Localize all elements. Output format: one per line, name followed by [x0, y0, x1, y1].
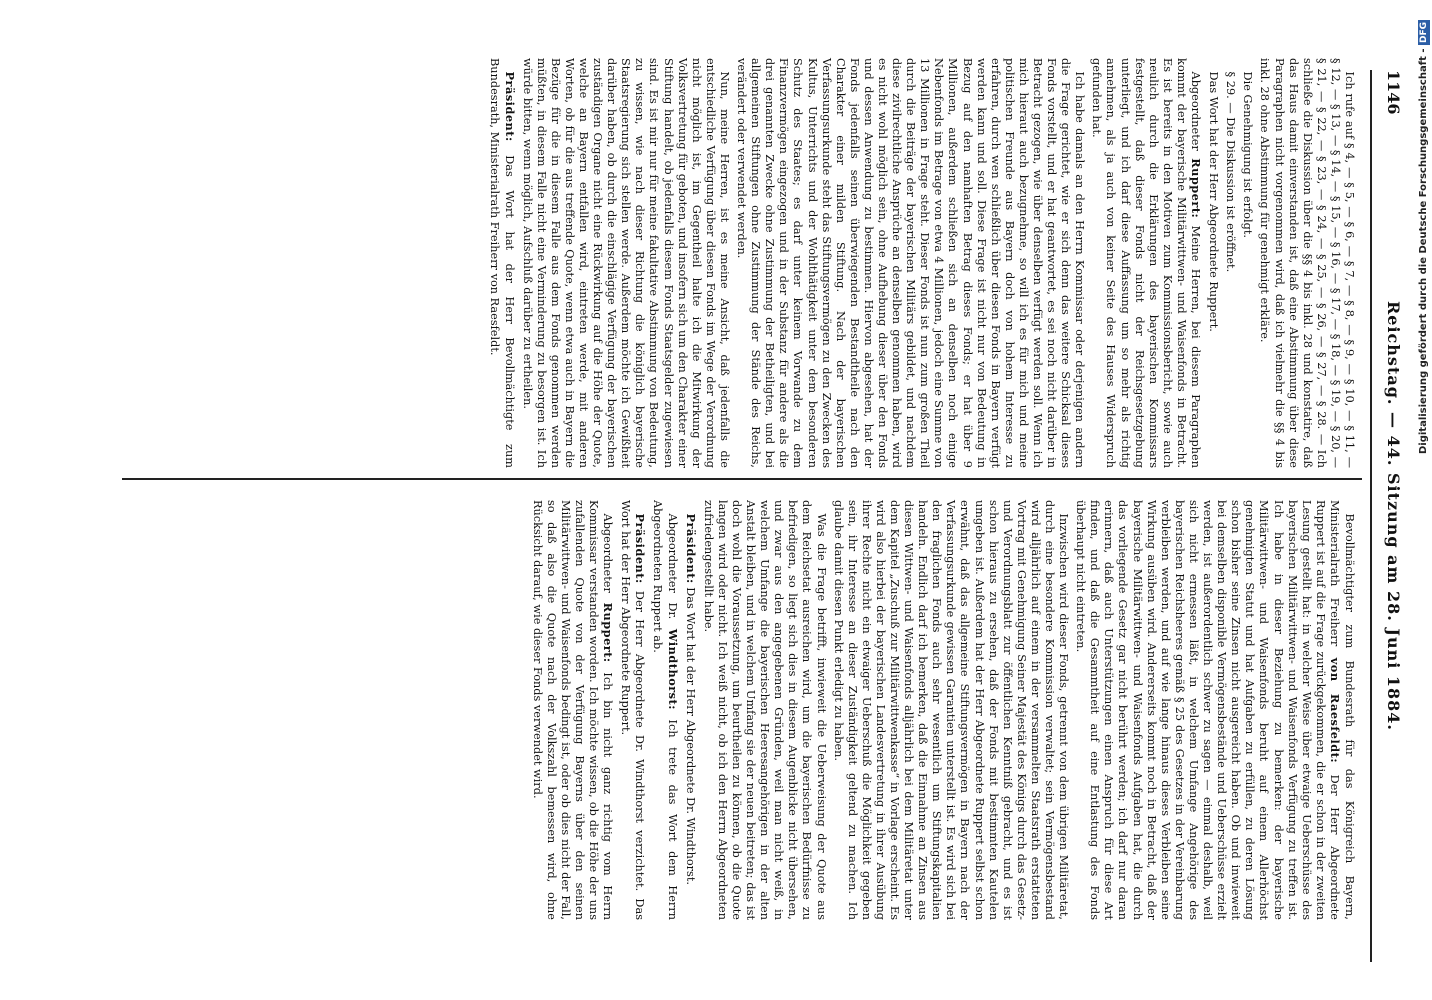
paragraph [1206, 58, 1220, 468]
paragraph [734, 58, 1086, 468]
paragraph-text: Die Genehmigung ist erfolgt. [1241, 71, 1255, 238]
column-rule [122, 478, 1362, 480]
paragraph [530, 500, 616, 920]
speaker-name: Ruppert: [1189, 158, 1204, 219]
header-rule [1370, 70, 1372, 962]
speaker-name: Ruppert: [601, 602, 616, 663]
paragraph [1073, 500, 1356, 920]
dfg-logo: DFG [1419, 22, 1429, 44]
paragraph [831, 500, 1071, 920]
paragraph-text: Inzwischen wird dieser Fonds, getrennt von dem übrigen Militäretat, durch eine besondere Kommission verwaltet; sein Vermögensbestand wird alljährlich auf einem in der versammelten Staatsrath erstatteten Vortrag mit Genehmigung Seiner Majestät des Königs durch das Gesetz- und Verordnungsblatt zur öffentlichen Kenntniß gebracht, und es ist schon hieraus zu ersehen, daß der Fonds mit bestimmten Kautelen umgeben ist. Außerdem hat der Herr Abgeordnete Ruppert selbst schon erwähnt, daß das allgemeine Stiftungsvermögen in Bayern nach der Verfassungsurkunde gewissen Garantien unterstellt ist. Es wird sich bei den fraglichen Fonds auch sehr wesentlich um Stiftungskapitalien handeln. Endlich darf ich bemerken, daß die Einnahme an Zinsen aus diesen Wittwen- und Waisenfonds alljährlich bei dem Militäretat unter dem Kapitel „Zuschuß zur Militärwittwenkasse“ in Vorlage erscheint. Es wird also hierbei der bayerischen Landesvertretung in ihrer Ausübung ihrer Rechte nicht ein etwaiger Ueberschuß die Möglichkeit gegeben sein, ihr Interesse an dieser Zuständigkeit geltend zu machen. Ich glaube damit diesen Punkt erledigt zu haben. [831, 500, 1071, 920]
speaker-title: Bevollmächtigter zum Bundesrath für das Königreich Bayern, Ministerialrath Freiherr [1327, 500, 1356, 920]
paragraph [701, 500, 828, 920]
page-number: 1146 [1384, 70, 1403, 115]
rotated-scanned-page [16, 10, 1416, 990]
paragraph-text: Der Herr Abgeordnete Dr. Windthorst verzichtet. Das Wort hat der Herr Abgeordnete Ruppert. [619, 500, 647, 921]
paragraph [650, 500, 679, 920]
digitization-notice [1418, 20, 1430, 454]
speaker-name: Präsident: [683, 513, 698, 584]
paragraph-text: Was die Frage betrifft, inwieweit die Ueberweisung der Quote aus dem Reichsetat ausreichen wird, um die bayerischen Bedürfnisse zu befriedigen, so liegt sich dies in diesem Augenblicke nicht übersehen, und zwar aus den angegebenen Gründen, weil man nicht weiß, in welchem Umfange die bayerischen Heeresangehörigen in der alten Anstalt bleiben, und in welchem Umfang sie der neuen beitreten; das ist doch wohl die Voraussetzung, um beurtheilen zu können, ob die Quote langen wird oder nicht. Ich weiß nicht, ob ich den Herrn Abgeordneten zufriedengestellt habe. [701, 500, 828, 920]
paragraph [1240, 58, 1254, 468]
paragraph-text: Das Wort hat der Herr Abgeordnete Ruppert. [1207, 71, 1221, 332]
speaker-name: von Raesfeldt: [1327, 657, 1342, 764]
paragraph [1089, 58, 1203, 468]
speaker-title: Abgeordneter Dr. [665, 513, 679, 620]
paragraph-text: Das Wort hat der Herr Bevollmächtigte zum Bundesrath, Ministerialrath Freiherr von Raesfeldt. [488, 58, 516, 468]
paragraph [520, 58, 731, 468]
paragraph-text: Ich bin nicht ganz richtig vom Herrn Kommissar verstanden worden. Ich möchte wissen, ob die Höhe der uns zufallenden Quote von der Verfügung Bayerns über den seinen Militärwittwen- und Waisenfonds bedingt ist, oder ob dies nicht der Fall, so daß also die Quote nach der Volkszahl bemessen wird, ohne Rücksicht darauf, wie dieser Fonds verwendet wird. [530, 500, 615, 921]
paragraph-text: Ich trete das Wort dem Herrn Abgeordneten Ruppert ab. [651, 500, 679, 920]
running-head-title: Reichstag. — 44. Sitzung am 28. Juni 1884. [1384, 301, 1403, 731]
speaker-name: Präsident: [633, 513, 648, 584]
paragraph [683, 500, 698, 920]
speaker-name: Präsident: [502, 71, 517, 142]
speaker-name: Windthorst: [665, 628, 680, 710]
right-column [527, 500, 1356, 920]
paragraph-text: Der Herr Abgeordnete Ruppert ist auf die Frage zurückgekommen, die er schon in der zweiten Lesung gestellt hat: in welcher Weise über etwaige Ueberschüsse des bayerischen Militärwittwen- und Waisenfonds Verfügung zu treffen ist. Ich habe in dieser Beziehung zu bemerken: der bayerische Militärwittwen- und Waisenfonds beruht auf einem Allerhöchst genehmigten Statut und hat Aufgaben zu erfüllen, zu deren Lösung schon bisher seine Zinsen nicht ausgereicht haben. Ob und inwieweit bei demselben disponible Vermögensbestände und Ueberschüsse erzielt werden, ist außerordentlich schwer zu sagen — einmal deshalb, weil sich nicht ermessen läßt, in welchem Umfange Angehörige des bayerischen Reichsheeres gemäß § 25 des Gesetzes in der Vereinbarung verbleiben werden, und auf wie lange hinaus dieses Verbleiben seine Wirkung ausüben wird. Andererseits kommt noch in Betracht, daß der bayerische Militärwittwen- und Waisenfonds Aufgaben hat, die durch das vorliegende Gesetz gar nicht berührt werden; ich darf nur daran erinnern, daß auch Unterstützungen einen Anspruch für diese Art finden, und daß die Gesammtheit auf eine Entlastung des Fonds überhaupt nicht eintreten. [1074, 500, 1341, 920]
speaker-title: Abgeordneter [601, 513, 615, 593]
paragraph [1257, 58, 1356, 468]
paragraph-text: § 29. — Die Diskussion ist eröffnet. [1224, 71, 1238, 273]
paragraph-text: Meine Herren, bei diesem Paragraphen kommt der bayerische Militärwittwen- und Waisenfonds in Betracht. Es ist bereits in den Motiven zum Kommissionsbericht, sowie auch neulich durch die Erklärungen des bayerischen Kommissars festgestellt, daß dieser Fonds nicht der Reichsgesetzgebung unterliegt, und ich darf diese Auffassung um so mehr als richtig annehmen, als ja auch von keiner Seite des Hauses Widerspruch gefunden hat. [1090, 58, 1203, 468]
running-head [1380, 70, 1403, 962]
paragraph [618, 500, 647, 920]
speaker-title: Abgeordneter [1189, 71, 1203, 151]
digitization-notice-text: Digitalisierung gefördert durch die Deutsche Forschungsgemeinschaft - [1418, 48, 1429, 455]
paragraph [1223, 58, 1237, 468]
paragraph-text: Ich rufe auf § 4, — § 5, — § 6, — § 7, — § 8, — § 9, — § 10, — § 11, — § 12, — § 13, — § 14, — § 15, — § 16, — § 17, — § 18, — § 19, — § 20, — § 21, — § 22, — § 23, — § 24, — § 25, — § 26, — § 27, — § 28. — Ich schließe die Diskussion über die §§ 4 bis inkl. 28 und konstatire, daß das Haus damit einverstanden ist, daß eine Abstimmung über diese Paragraphen nicht vorgenommen wird, daß ich vielmehr die §§ 4 bis inkl. 28 ohne Abstimmung für genehmigt erkläre. [1258, 58, 1356, 468]
left-column [484, 58, 1356, 468]
paragraph [487, 58, 516, 468]
paragraph-text: Ich habe damals an den Herrn Kommissar oder derjenigen andern die Frage gerichtet, wie er sich denn das weitere Schicksal dieses Fonds vorstellt, und er hat geantwortet, es sei noch nicht darüber in Betracht gezogen, wie über denselben verfügt werden soll. Wenn ich mich hieraut auch bezugnehme, so will ich es für mich und meine politischen Freunde aus Bayern doch von hohem Interesse zu erfahren, durch wen schließlich über diesen Fonds in Bayern verfügt werden kann und soll. Diese Frage ist nicht nur von Bedeutung in Bezug auf den namhaften Betrag dieses Fonds; er hat über 9 Millionen, außerdem schließen sich an denselben noch einige Nebenfonds im Betrage von etwa 4 Millionen, jedoch eine Summe von 13 Millionen in Frage steht. Dieser Fonds ist nun zum großen Theil durch die Beiträge der bayerischen Militärs gebildet, und nachdem diese zivilrechtliche Ansprüche an denselben genommen haben, wird es nicht wohl möglich sein, ohne Aufhebung dieser über den Fonds und dessen Anwendung zu bestimmen. Hiervon abgesehen, hat der Fonds jedenfalls seinen überwiegenden Bestandtheile nach den Charakter einer milden Stiftung. Nach der bayerischen Verfassungsurkunde steht das Stiftungsvermögen zu den Zwecken des Kultus, Unterrichts und der Wohlthätigkeit unter dem besonderen Schutz des Staates; es darf unter keinem Vorwande zu dem Finanzvermögen eingezogen und in der Substanz für andere als die drei genannten Zwecke ohne Zustimmung der Betheiligten, und bei allgemeinen Stiftungen ohne Zustimmung der Stände des Reichs, verändert oder verwendet werden. [735, 58, 1087, 468]
paragraph-text: Nun, meine Herren, ist es meine Ansicht, daß jedenfalls die entschiedliche Verfügung über diesen Fonds im Wege der Verordnung nicht möglich ist, im Gegentheil halte ich die Mitwirkung der Volksvertretung für geboten, und insofern sich um den Charakter einer Stiftung handelt, ob jedenfalls diesem Fonds Staatsgelder zugewiesen sind. Es ist mir nur für meine fakultative Abstimmung von Bedeutung, zu wissen, wie nach dieser Richtung die königlich bayerische Staatsregierung sich stellen werde. Außerdem möchte ich Gewißheit darüber haben, ob durch die einschlägige Verfügung der bayerischen zuständigen Organe nicht eine Rückwirkung auf die Höhe der Quote, welche an Bayern entfallen wird, eintreten werde, mit anderen Worten, ob für die aus treffende Quote, wenn etwa auch in Bayern die Bezüge für die in diesem Falle aus dem Fonds genommen werden müßten, in diesem Falle nicht eine Verminderung zu besorgen ist. Ich würde bitten, wenn möglich, Aufschluß darüber zu ertheilen. [520, 58, 731, 468]
paragraph-text: Das Wort hat der Herr Abgeordnete Dr. Windthorst. [683, 587, 697, 885]
